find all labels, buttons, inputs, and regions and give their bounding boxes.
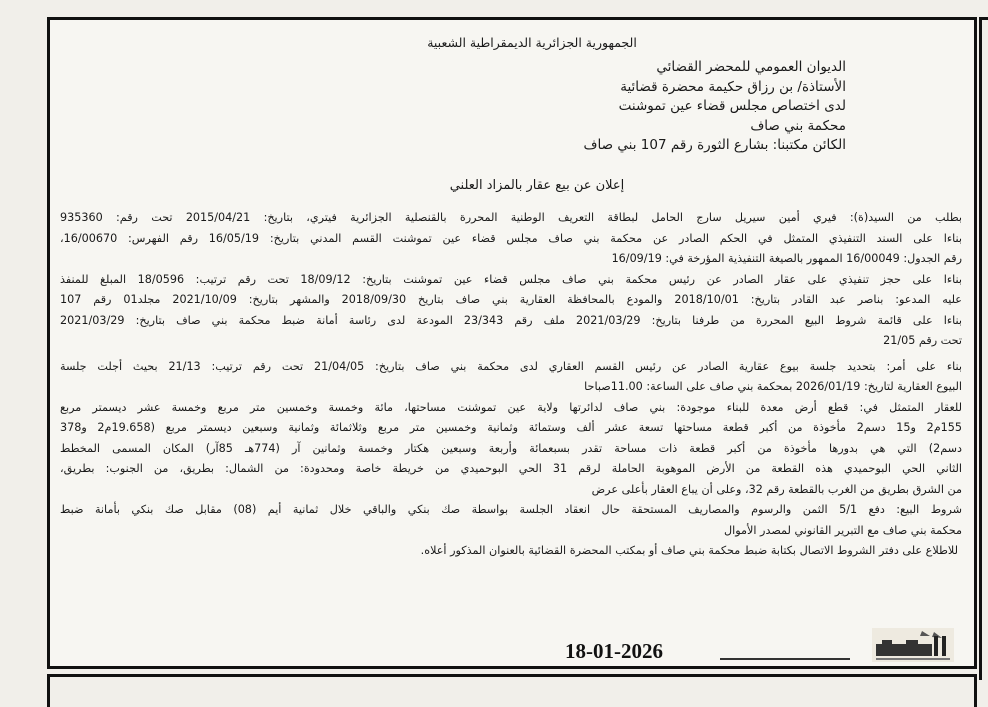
date-underline <box>720 658 850 660</box>
body-line: بناءا على السند التنفيذي المتمثل في الحكم الصادر عن محكمة بني صاف مجلس قضاء عين تموشنت القسم المدني بتاريخ: 16/05/19 رقم الفهرس: 16/00670، <box>60 231 962 245</box>
body-line: دسم2) التي هي بدورها مأخوذة من أكبر قطعة ذات مساحة تقدر بسبعمائة وأربعة وسبعين هكتار وخمسة وثمانين آر (774هـ 85آر) المكان المسمى المخطط <box>60 441 962 455</box>
body-line: تحت رقم 21/05 <box>883 334 962 347</box>
notice-title: إعلان عن بيع عقار بالمزاد العلني <box>449 178 625 193</box>
body-line: شروط البيع: دفع 5/1 الثمن والرسوم والمصاريف المستحقة حال انعقاد الجلسة بواسطة صك بنكي والباقي خلال ثمانية أيم (08) مقابل صك بنكي بأمانة ضبط <box>60 503 962 516</box>
issuer-block <box>584 58 846 156</box>
body-line: للاطلاع على دفتر الشروط الاتصال بكتابة ضبط محكمة بني صاف أو بمكتب المحضرة القضائية بالعنوان المذكور أعلاه. <box>420 544 958 557</box>
publication-date: 18-01-2026 <box>565 639 663 663</box>
body-line: من الشرق بطريق من الغرب بالقطعة رقم 32، وعلى أن يباع العقار بأعلى عرض <box>591 482 962 496</box>
body-line: 155م2 و15 دسم2 مأخوذة من أكبر قطعة مساحتها تسعة عشر ألف وستمائة وثمانية وخمسين متر مربع وثلاثمائة وثمانية وسبعين ديسمتر مربع (19.658م2 و378 <box>60 421 962 434</box>
next-notice-box <box>47 674 977 707</box>
body-line: بناء على أمر: بتحديد جلسة بيوع عقارية الصادر عن رئيس القسم العقاري لدى محكمة بني صاف بتاريخ: 21/04/05 تحت رقم ترتيب: 21/13 بحيث أجلت جلسة <box>60 359 962 373</box>
body-line: بطلب من السيد(ة): فيري أمين سيريل سارج الحامل لبطاقة التعريف الوطنية المحررة بالقنصلية الجزائرية فيتري، بتاريخ: 2015/04/21 تحت رقم: 935360 <box>60 211 962 224</box>
legal-notice <box>47 17 977 669</box>
issuer-line: لدى اختصاص مجلس قضاء عين تموشنت <box>618 98 846 114</box>
newspaper-logo <box>872 628 954 662</box>
republic-heading: الجمهورية الجزائرية الديمقراطية الشعبية <box>427 35 637 50</box>
body-line: البيوع العقارية لتاريخ: 2026/01/19 بمحكمة بني صاف على الساعة: 11.00صباحا <box>584 380 962 393</box>
body-line: للعقار المتمثل في: قطع أرض معدة للبناء موجودة: بني صاف لدائرتها ولاية عين تموشنت مساحتها، مائة وخمسة وخمسين متر مربع وخمسة عشر ديسمتر مربع <box>60 400 962 414</box>
body-line: رقم الجدول: 16/00049 الممهور بالصيغة التنفيذية المؤرخة في: 16/09/19 <box>611 252 962 265</box>
adjacent-column-border <box>979 17 988 680</box>
body-line: محكمة بني صاف مع التبرير القانوني لمصدر الأموال <box>723 523 962 537</box>
body-line: بناءا على حجز تنفيذي على عقار الصادر عن رئيس محكمة بني صاف مجلس قضاء عين تموشنت بتاريخ: 18/09/12 تحت رقم ترتيب: 18/0596 المبلغ للمنفذ <box>60 272 962 286</box>
body-line: الثاني الحي البوحميدي هذه القطعة من الأرض الموهوبة الحاملة لرقم 31 الحي البوحميدي من خريطة خاصة ومحدودة: من الشمال: بطريق، من الجنوب: بطريق، <box>60 462 962 475</box>
notice-body <box>60 208 962 562</box>
issuer-line: الديوان العمومي للمحضر القضائي <box>656 59 846 75</box>
body-line: بناءا على قائمة شروط البيع المحررة من طرفنا بتاريخ: 2021/03/29 ملف رقم 23/343 المودعة لدى رئاسة أمانة ضبط محكمة بني صاف بتاريخ: 2021/03/29 <box>60 313 962 327</box>
body-line: عليه المدعو: بناصر عبد القادر بتاريخ: 2018/10/01 والمودع بالمحافظة العقارية بني صاف بتاريخ 2018/09/30 والمشهر بتاريخ: 2021/10/09 مجلد01 رقم 107 <box>60 293 962 306</box>
issuer-line: الأستاذة/ بن رزاق حكيمة محضرة قضائية <box>620 78 846 95</box>
issuer-line: محكمة بني صاف <box>750 117 846 134</box>
issuer-line: الكائن مكتبنا: بشارع الثورة رقم 107 بني صاف <box>583 137 846 153</box>
